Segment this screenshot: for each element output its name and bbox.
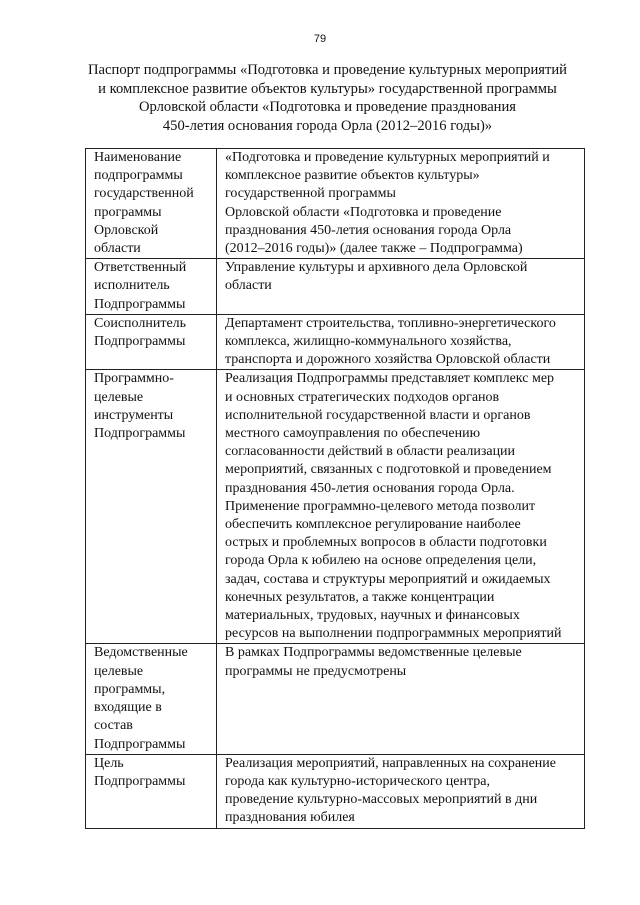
value-line: обеспечить комплексное регулирование наиболее (225, 517, 521, 533)
row-label-program-target-tools (86, 370, 217, 644)
row-value-departmental-programs (217, 644, 585, 754)
label-line: Ведомственные (94, 645, 188, 661)
value-line: материальных, трудовых, научных и финансовых (225, 608, 520, 624)
value-line: «Подготовка и проведение культурных мероприятий и (225, 150, 550, 165)
value-line: проведение культурно-массовых мероприятий в дни (225, 792, 538, 808)
value-line: местного самоуправления по обеспечению (225, 426, 481, 442)
label-line: целевые (94, 389, 144, 405)
label-line: государственной (94, 186, 194, 202)
value-line: города как культурно-исторического центра, (225, 773, 490, 789)
label-line: Подпрограммы (94, 296, 186, 312)
label-line: подпрограммы (94, 168, 183, 184)
label-line: Подпрограммы (94, 773, 186, 789)
label-line: Подпрограммы (94, 736, 186, 752)
label-line: состав (94, 718, 133, 734)
row-label-subprogram-goal (86, 754, 217, 828)
label-line: программы, (94, 681, 166, 697)
label-line: Программно- (94, 371, 174, 387)
row-value-subprogram-goal (217, 754, 585, 828)
value-line: комплекса, жилищно-коммунального хозяйства, (225, 334, 512, 350)
table-row (86, 259, 585, 315)
value-line: В рамках Подпрограммы ведомственные целевые (225, 645, 522, 661)
label-line: области (94, 241, 141, 257)
title-line: и комплексное развитие объектов культуры» государственной программы (98, 80, 557, 97)
value-line: программы не предусмотрены (225, 663, 407, 679)
row-label-subprogram-name (86, 149, 217, 259)
label-line: входящие в (94, 700, 162, 716)
value-line: государственной программы (225, 186, 396, 202)
label-line: Соисполнитель (94, 315, 187, 331)
document-title (60, 61, 595, 135)
table-row (86, 644, 585, 754)
value-line: мероприятий, связанных с подготовкой и проведением (225, 462, 552, 478)
page-number: 79 (313, 33, 327, 45)
value-line: Реализация мероприятий, направленных на сохранение (225, 755, 557, 771)
value-line: празднования юбилея (225, 810, 355, 826)
table-row (86, 314, 585, 370)
value-line: острых и проблемных вопросов в области подготовки (225, 535, 547, 551)
value-line: ресурсов на выполнении подпрограммных мероприятий (225, 626, 562, 642)
value-line: Реализация Подпрограммы представляет комплекс мер (225, 371, 555, 387)
row-value-subprogram-name (217, 149, 585, 259)
value-line: согласованности действий в области реализации (225, 444, 516, 460)
value-line: конечных результатов, а также концентрации (225, 589, 495, 605)
value-line: (2012–2016 годы)» (далее также – Подпрограмма) (225, 241, 523, 257)
value-line: и основных стратегических подходов органов (225, 389, 500, 405)
label-line: исполнитель (94, 278, 170, 294)
value-line: Применение программно-целевого метода позволит (225, 498, 536, 514)
value-line: области (225, 278, 272, 294)
row-value-co-executor (217, 314, 585, 370)
value-line: празднования 450-летия основания города Орла (225, 222, 512, 238)
label-line: Подпрограммы (94, 426, 186, 442)
label-line: Цель (94, 755, 124, 771)
label-line: Подпрограммы (94, 334, 186, 350)
passport-table (85, 148, 585, 829)
row-value-program-target-tools (217, 370, 585, 644)
value-line: исполнительной государственной власти и органов (225, 407, 531, 423)
value-line: Управление культуры и архивного дела Орловской (225, 260, 528, 276)
value-line: Департамент строительства, топливно-энергетического (225, 315, 556, 331)
table-row (86, 754, 585, 828)
row-label-departmental-programs (86, 644, 217, 754)
table-row (86, 149, 585, 259)
value-line: задач, состава и структуры мероприятий и ожидаемых (225, 571, 551, 587)
value-line: Орловской области «Подготовка и проведение (225, 204, 502, 220)
label-line: Ответственный (94, 260, 187, 276)
label-line: программы (94, 204, 162, 220)
label-line: Орловской (94, 222, 159, 238)
row-label-responsible-executor (86, 259, 217, 315)
label-line: инструменты (94, 407, 174, 423)
row-label-co-executor (86, 314, 217, 370)
value-line: празднования 450-летия основания города Орла. (225, 480, 515, 496)
table-row (86, 370, 585, 644)
title-line: 450-летия основания города Орла (2012–2016 годы)» (162, 117, 493, 134)
title-line: Паспорт подпрограммы «Подготовка и проведение культурных мероприятий (88, 62, 567, 78)
value-line: комплексное развитие объектов культуры» (225, 168, 480, 184)
row-value-responsible-executor (217, 259, 585, 315)
value-line: города Орла к юбилею на основе определения цели, (225, 553, 537, 569)
value-line: транспорта и дорожного хозяйства Орловской области (225, 352, 551, 368)
label-line: Наименование (94, 150, 182, 165)
title-line: Орловской области «Подготовка и проведение празднования (139, 99, 516, 116)
label-line: целевые (94, 663, 144, 679)
